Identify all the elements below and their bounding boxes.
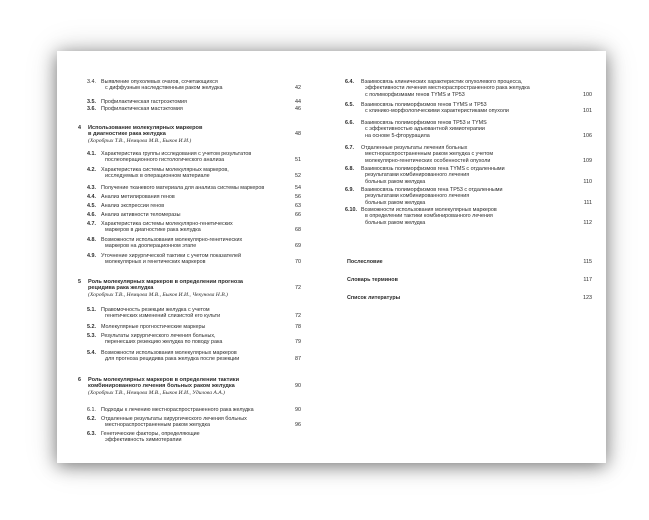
toc-entry-title-line: местнораспространенным раком желудка с учетом bbox=[365, 151, 494, 158]
toc-entry-number: 4.7. bbox=[87, 221, 96, 227]
toc-entry-number: 4.6. bbox=[87, 212, 96, 218]
toc-entry-number: 5.2. bbox=[87, 324, 96, 330]
toc-entry-number: 4.1. bbox=[87, 151, 96, 157]
toc-entry-number: 4.8. bbox=[87, 237, 96, 243]
toc-entry-number: 6.5. bbox=[345, 102, 354, 108]
toc-page-number: 87 bbox=[295, 356, 301, 363]
toc-page-number: 117 bbox=[583, 277, 592, 283]
toc-page-number: 63 bbox=[295, 203, 301, 209]
toc-page-number: 44 bbox=[295, 99, 301, 105]
toc-entry-number: 6.4. bbox=[345, 79, 354, 85]
toc-page-number: 109 bbox=[583, 157, 592, 164]
toc-entry-number: 4.4. bbox=[87, 194, 96, 200]
toc-page-number: 56 bbox=[295, 194, 301, 200]
toc-entry-title-line: Список литературы bbox=[347, 295, 401, 301]
toc-entry-title-line: эффективности лечения местнораспространенного рака желудка bbox=[365, 85, 530, 92]
toc-entry-title-line: перенесших резекцию желудка по поводу рака bbox=[105, 339, 223, 346]
toc-entry-title-line: Выявление опухолевых очагов, сочетающихся bbox=[101, 79, 218, 85]
toc-entry-title-line: Анализ экспрессии генов bbox=[101, 203, 165, 209]
toc-entry-title-line: с полиморфизмами генов TYMS и TP53 bbox=[365, 91, 465, 98]
toc-entry-title-line: Характеристика системы молекулярных маркеров, bbox=[101, 167, 229, 173]
toc-entry-number: 5.1. bbox=[87, 307, 96, 313]
toc-entry-title-line: Взаимосвязь клинических характеристик опухолевого процесса, bbox=[361, 79, 523, 85]
toc-entry-title-line: генетических изменений слизистой его культи bbox=[105, 313, 221, 320]
toc-page-number: 42 bbox=[295, 85, 301, 92]
toc-page-number: 72 bbox=[295, 285, 301, 292]
toc-entry-title-line: Словарь терминов bbox=[347, 277, 398, 283]
toc-entry-number: 3.5. bbox=[87, 99, 96, 105]
toc-entry-title-line: Анализ метилирования генов bbox=[101, 194, 175, 200]
toc-entry-title-line: Взаимосвязь полиморфизмов гена TYMS с отдаленными bbox=[361, 166, 505, 172]
toc-page-number: 51 bbox=[295, 157, 301, 164]
toc-entry-title-line: результатами комбинированного лечения bbox=[365, 193, 470, 200]
chapter-title-line: комбинированного лечения больных раком желудка bbox=[88, 383, 235, 390]
toc-entry-title-line: Молекулярные прогностические маркеры bbox=[101, 324, 206, 330]
toc-page-number: 66 bbox=[295, 212, 301, 218]
toc-entry-number: 3.4. bbox=[87, 79, 96, 85]
toc-page-number: 112 bbox=[583, 219, 592, 226]
toc-page-number: 101 bbox=[583, 108, 592, 115]
toc-entry-number: 5.3. bbox=[87, 333, 96, 339]
toc-page-number: 46 bbox=[295, 106, 301, 112]
toc-entry-number: 6.7. bbox=[345, 145, 354, 151]
toc-entry-title-line: Анализ активности теломеразы bbox=[101, 212, 181, 218]
toc-entry-number: 6.1. bbox=[87, 407, 96, 413]
toc-entry-number: 6.8. bbox=[345, 166, 354, 172]
toc-entry-title-line: с клинико-морфологическими характеристиками опухоли bbox=[365, 108, 509, 115]
document-page bbox=[57, 51, 606, 463]
toc-entry-title-line: для прогноза рецидива рака желудка после резекции bbox=[105, 356, 240, 363]
toc-entry-number: 6.10. bbox=[345, 207, 357, 213]
toc-entry-title-line: молекулярно-генетических особенностей опухоли bbox=[365, 157, 491, 164]
toc-entry-title-line: в определении тактики комбинированного лечения bbox=[365, 213, 493, 220]
toc-page-number: 79 bbox=[295, 339, 301, 346]
toc-entry-number: 4 bbox=[78, 125, 81, 131]
toc-entry-title-line: Подходы к лечению местнораспространенного рака желудка bbox=[101, 407, 254, 413]
toc-entry-title-line: Правомочность резекции желудка с учетом bbox=[101, 307, 210, 313]
toc-page-number: 90 bbox=[295, 407, 301, 413]
toc-entry-title-line: на основе 5-фторурацила bbox=[365, 132, 430, 139]
toc-entry-title-line: больных раком желудка bbox=[365, 178, 426, 185]
toc-entry-title-line: Возможности использования молекулярных маркеров bbox=[361, 207, 497, 213]
toc-entry-number: 6.2. bbox=[87, 416, 96, 422]
toc-entry-title-line: Генетические факторы, определяющие bbox=[101, 431, 200, 437]
toc-entry-number: 5 bbox=[78, 279, 81, 285]
toc-entry-number: 6 bbox=[78, 377, 81, 383]
toc-entry-title-line: маркеров на дооперационном этапе bbox=[105, 243, 197, 250]
toc-entry-title-line: больных раком желудка bbox=[365, 219, 426, 226]
toc-entry-number: 4.9. bbox=[87, 253, 96, 259]
toc-entry-title-line: с диффузным наследственным раком желудка bbox=[105, 85, 223, 92]
toc-page-number: 123 bbox=[583, 295, 592, 301]
chapter-title-line: Роль молекулярных маркеров в определении тактики bbox=[88, 377, 240, 383]
toc-entry-number: 5.4. bbox=[87, 350, 96, 356]
chapter-title-line: в диагностике рака желудка bbox=[88, 131, 166, 138]
chapter-title-line: Роль молекулярных маркеров в определении прогноза bbox=[88, 279, 244, 285]
toc-page-number: 68 bbox=[295, 227, 301, 234]
toc-entry-title-line: маркеров в диагностике рака желудка bbox=[105, 227, 201, 234]
toc-entry-number: 6.9. bbox=[345, 187, 354, 193]
toc-entry-title-line: с эффективностью адъювантной химиотерапии bbox=[365, 126, 485, 133]
toc-entry-number: 4.3. bbox=[87, 185, 96, 191]
toc-entry-title-line: молекулярных и генетических маркеров bbox=[105, 259, 206, 266]
toc-page-number: 48 bbox=[295, 131, 301, 138]
toc-entry-title-line: исследуемых в операционном материале bbox=[105, 173, 210, 180]
toc-entry-number: 6.6. bbox=[345, 120, 354, 126]
toc-entry-title-line: послеоперационного гистологического анализа bbox=[105, 157, 225, 164]
toc-entry-title-line: больных раком желудка bbox=[365, 199, 426, 206]
toc-page-number: 54 bbox=[295, 185, 301, 191]
toc-entry-number: 3.6. bbox=[87, 106, 96, 112]
toc-page-number: 106 bbox=[583, 132, 592, 139]
toc-entry-title-line: Характеристика системы молекулярно-генетических bbox=[101, 221, 233, 227]
toc-entry-title-line: Отдаленные результаты лечения больных bbox=[361, 145, 468, 151]
toc-page-number: 70 bbox=[295, 259, 301, 266]
chapter-title-line: рецидива рака желудка bbox=[88, 285, 154, 292]
chapter-title-line: Использование молекулярных маркеров bbox=[88, 125, 203, 131]
toc-page-number: 72 bbox=[295, 313, 301, 320]
toc-page-number: 96 bbox=[295, 422, 301, 429]
toc-entry-title-line: Возможности использования молекулярных маркеров bbox=[101, 350, 237, 356]
toc-entry-title-line: Отдаленные результаты хирургического лечения больных bbox=[101, 416, 247, 422]
toc-entry-title-line: Характеристика группы исследования с учетом результатов bbox=[101, 151, 252, 157]
toc-page-number: 52 bbox=[295, 173, 301, 180]
chapter-authors: (Хоробрых Т.В., Немцова М.В., Быков И.И.) bbox=[88, 137, 192, 144]
toc-page-number: 78 bbox=[295, 324, 301, 330]
toc-entry-number: 6.3. bbox=[87, 431, 96, 437]
toc-entry-title-line: Взаимосвязь полиморфизмов генов TP53 и TYMS bbox=[361, 120, 487, 126]
chapter-authors: (Хоробрых Т.В., Немцова М.В., Быков И.И., Удилова А.А.) bbox=[88, 389, 225, 396]
chapter-authors: (Хоробрых Т.В., Немцова М.В., Быков И.И., Чекунова Н.В.) bbox=[88, 291, 228, 298]
toc-entry-number: 4.2. bbox=[87, 167, 96, 173]
toc-entry-title-line: Получение тканевого материала для анализа системы маркеров bbox=[101, 185, 265, 191]
toc-entry-title-line: Профилактическая гастроэктомия bbox=[101, 99, 187, 105]
toc-entry-title-line: эффективность химиотерапии bbox=[105, 437, 182, 444]
toc-entry-number: 4.5. bbox=[87, 203, 96, 209]
toc-page-number: 115 bbox=[583, 259, 592, 265]
toc-entry-title-line: результатами комбинированного лечения bbox=[365, 172, 470, 179]
toc-entry-title-line: местнораспространенным раком желудка bbox=[105, 422, 210, 429]
toc-page-number: 100 bbox=[583, 91, 592, 98]
toc-page-number: 69 bbox=[295, 243, 301, 250]
toc-entry-title-line: Послесловие bbox=[347, 259, 383, 265]
toc-entry-title-line: Возможности использования молекулярно-генетических bbox=[101, 237, 243, 243]
toc-entry-title-line: Профилактическая мастэктомия bbox=[101, 106, 183, 112]
toc-page-number: 111 bbox=[583, 199, 592, 206]
toc-entry-title-line: Результаты хирургического лечения больных, bbox=[101, 333, 216, 339]
toc-entry-title-line: Взаимосвязь полиморфизмов генов TYMS и TP53 bbox=[361, 102, 487, 108]
toc-page-number: 110 bbox=[583, 178, 592, 185]
toc-entry-title-line: Взаимосвязь полиморфизмов гена TP53 с отдаленными bbox=[361, 187, 503, 193]
toc-entry-title-line: Уточнение хирургической тактики с учетом показателей bbox=[101, 253, 242, 259]
toc-page-number: 90 bbox=[295, 383, 301, 390]
